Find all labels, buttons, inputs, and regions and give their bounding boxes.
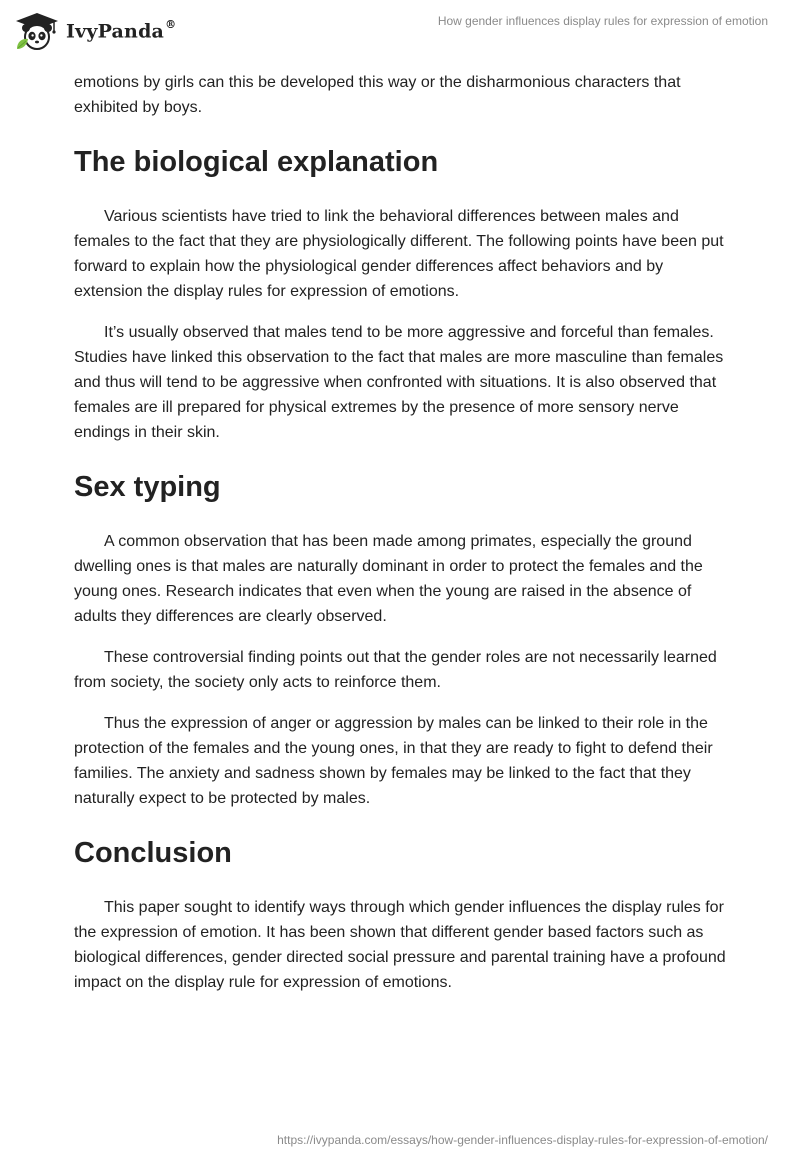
paragraph: It’s usually observed that males tend to be more aggressive and forceful than females. Studies have linked this observation to the fact that males are more masculine than females and thus will tend to be aggressive when confronted with situations. It is also observed that females are ill prepared for physical extremes by the presence of more sensory nerve endings in their skin. bbox=[74, 324, 724, 441]
document-title: How gender influences display rules for expression of emotion bbox=[437, 14, 768, 28]
logo-wordmark: IvyPanda® bbox=[66, 17, 177, 43]
paragraph: Thus the expression of anger or aggression by males can be linked to their role in the protection of the females and the young ones, in that they are ready to fight to defend their families. The anxiety and sadness shown by females may be linked to the fact that they naturally expect to be protected by males. bbox=[74, 715, 713, 807]
ivypanda-logo[interactable] bbox=[14, 10, 176, 52]
paragraph: These controversial finding points out that the gender roles are not necessarily learned from society, the society only acts to reinforce them. bbox=[74, 649, 717, 691]
page-header bbox=[0, 0, 800, 60]
section-heading-conclusion: Conclusion bbox=[74, 837, 232, 869]
panda-graduate-icon bbox=[14, 11, 60, 51]
section-heading-sex-typing: Sex typing bbox=[74, 471, 221, 503]
intro-paragraph: emotions by girls can this be developed this way or the disharmonious characters that exhibited by boys. bbox=[74, 74, 681, 116]
paragraph: This paper sought to identify ways through which gender influences the display rules for the expression of emotion. It has been shown that different gender based factors such as biological differences, gender directed social pressure and parental training have a profound impact on the display rule for expression of emotions. bbox=[74, 899, 726, 991]
essay-content bbox=[74, 70, 734, 1011]
section-heading-biological: The biological explanation bbox=[74, 146, 439, 178]
paragraph: Various scientists have tried to link the behavioral differences between males and females to the fact that they are physiologically different. The following points have been put forward to explain how the physiological gender differences affect behaviors and by extension the display rules for expression of emotions. bbox=[74, 208, 724, 300]
source-url[interactable]: https://ivypanda.com/essays/how-gender-influences-display-rules-for-expression-of-emotion/ bbox=[277, 1133, 768, 1147]
paragraph: A common observation that has been made among primates, especially the ground dwelling ones is that males are naturally dominant in order to protect the females and the young ones. Research indicates that even when the young are raised in the absence of adults they differences are clearly observed. bbox=[74, 533, 703, 625]
